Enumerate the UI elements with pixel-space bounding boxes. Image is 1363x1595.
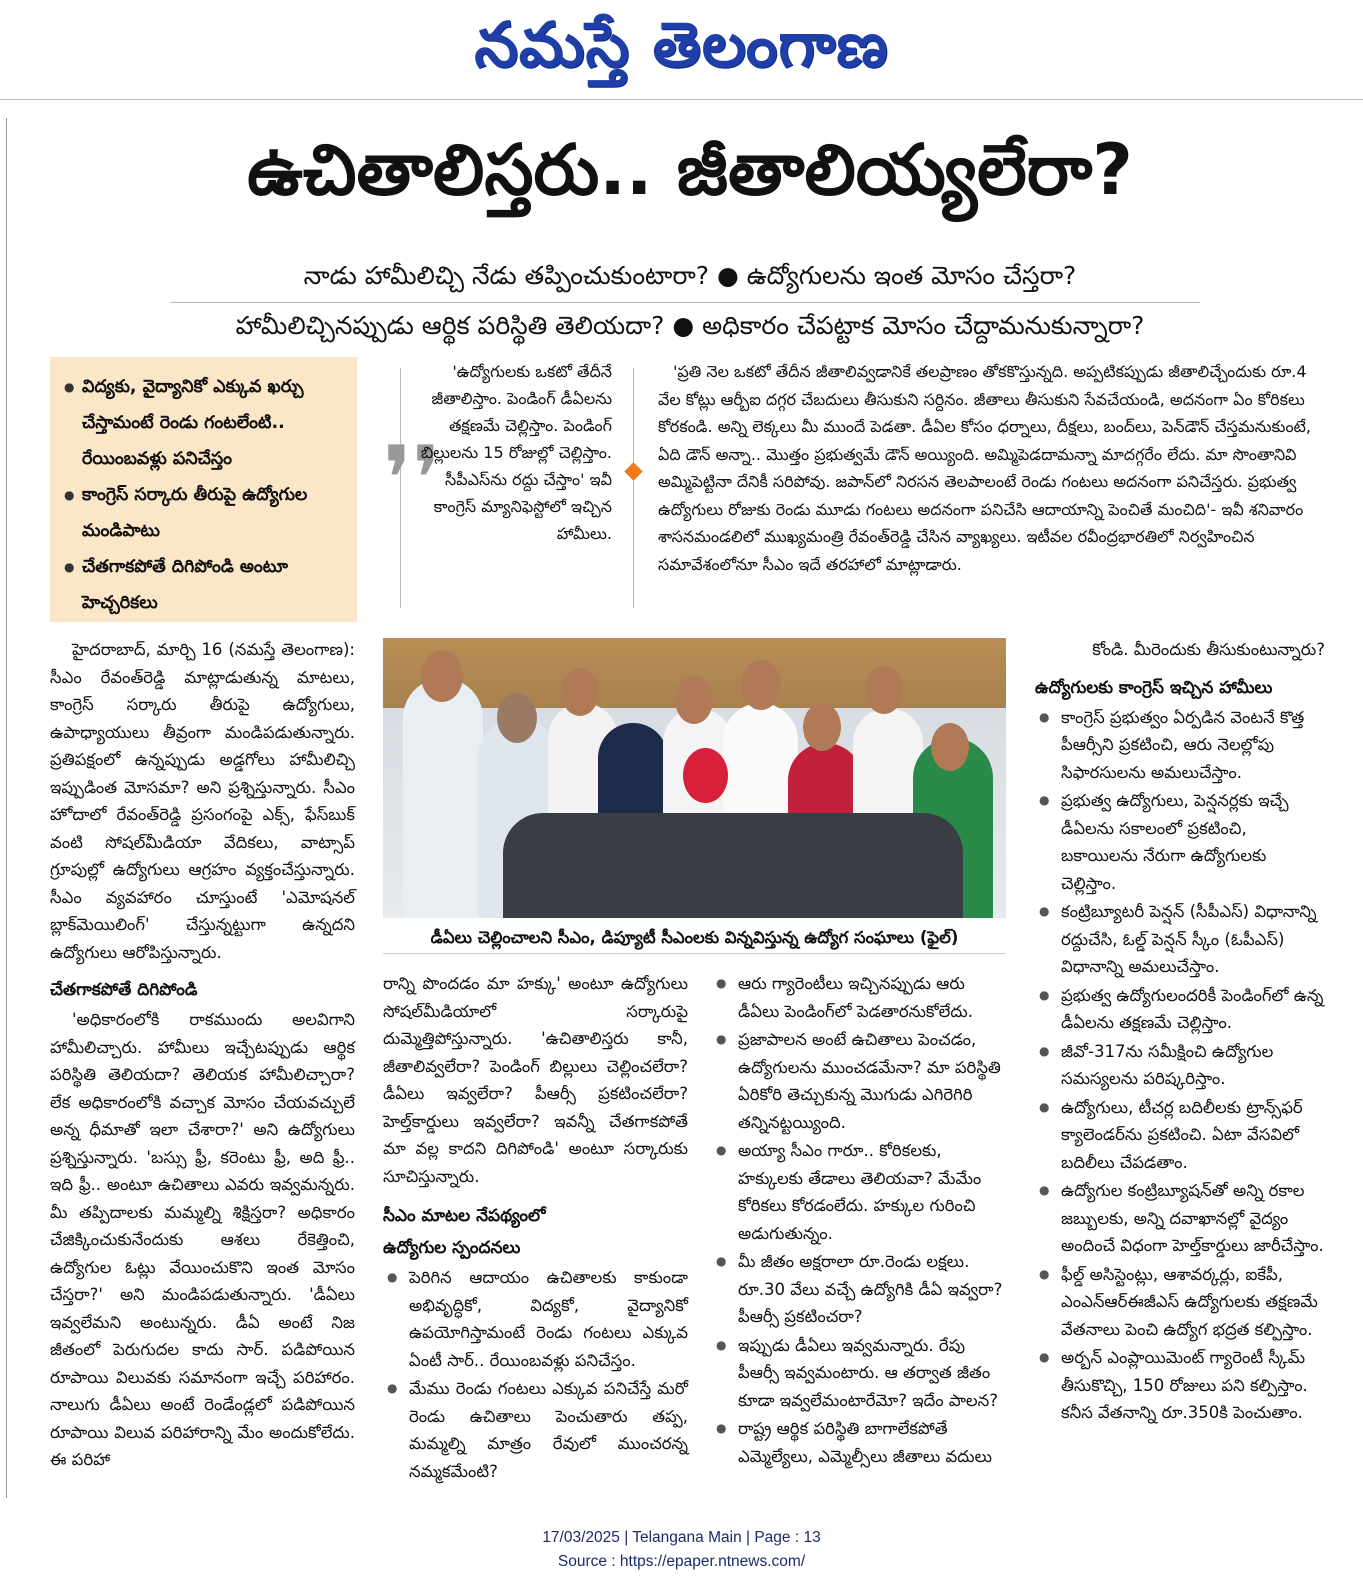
list-item: ● ఉద్యోగుల కంట్రిబ్యూషన్‌తో అన్ని రకాల జబ్బులకు, అన్ని దవాఖానల్లో వైద్యం అందించే విధంగా హెల్త్‌కార్డులు జారీచేస్తాం.: [1035, 1177, 1325, 1260]
list-item: ● మేము రెండు గంటలు ఎక్కువ పనిచేస్తే మరో రెండు ఉచితాలు పెంచుతారు తప్ప, మమ్మల్ని మాత్రం రేవులో ముంచరన్న నమ్మకమేంటి?: [383, 1375, 688, 1485]
list-item: ● కంట్రిబ్యూటరీ పెన్షన్ (సీపీఎస్) విధానాన్ని రద్దుచేసి, ఓల్డ్ పెన్షన్ స్కీం (ఓపీఎస్) విధానాన్ని అమలుచేస్తాం.: [1035, 898, 1325, 981]
body-paragraph: హైదరాబాద్, మార్చి 16 (నమస్తే తెలంగాణ): సీఎం రేవంత్‌రెడ్డి మాట్లాడుతున్న మాటలు, కాంగ్రెస్ సర్కారు తీరుపై ఉద్యోగులు, ఉపాధ్యాయులు తీవ్రంగా మండిపడుతున్నారు. ప్రతిపక్షంలో ఉన్నప్పుడు అడ్డగోలు హామీలిచ్చి ఇప్పుడింత మోసమా? అని ప్రశ్నిస్తున్నారు. సీఎం హోదాలో రేవంత్‌రెడ్డి ప్రసంగంపై ఎక్స్, ఫేస్‌బుక్ వంటి సోషల్‌మీడియా వేదికలు, వాట్సాప్ గ్రూపుల్లో ఉద్యోగులు ఆగ్రహం వ్యక్తంచేస్తున్నారు. సీఎం వ్యవహారం చూస్తుంటే 'ఎమోషనల్ బ్లాక్‌మెయిలింగ్' చేస్తున్నట్టుగా ఉన్నదని ఉద్యోగులు ఆరోపిస్తున్నారు.: [50, 640, 355, 962]
list-item: ● పెరిగిన ఆదాయం ఉచితాలకు కాకుండా అభివృద్ధికో, విద్యకో, వైద్యానికో ఉపయోగిస్తామంటే రెండు గంటలు ఎక్కువ ఏంటీ సార్.. రేయింబవళ్లు పనిచేస్తం.: [383, 1264, 688, 1374]
footer-date-page: 17/03/2025 | Telangana Main | Page : 13: [542, 1529, 821, 1546]
photo-caption: డీఏలు చెల్లించాలని సీఎం, డిప్యూటీ సీఎంలకు విన్నవిస్తున్న ఉద్యోగ సంఘాలు (ఫైల్): [383, 923, 1006, 954]
quote-mark-icon: ❜❜: [383, 427, 442, 532]
list-item: ● ఫీల్డ్ అసిస్టెంట్లు, ఆశావర్కర్లు, ఐకేపీ, ఎంఎన్‌ఆర్‌ఈజీఎస్ ఉద్యోగులకు తక్షణమే వేతనాలు పెంచి ఉద్యోగ భద్రత కల్పిస్తాం.: [1035, 1261, 1325, 1344]
diamond-icon: [624, 462, 642, 480]
list-item: ● అయ్యా సీఎం గారూ.. కోరికలకు, హక్కులకు తేడాలు తెలియవా? మేమేం కోరికలు కోరడంలేదు. హక్కుల గురించి అడుగుతున్నం.: [712, 1137, 1010, 1247]
list-item: ● ఆరు గ్యారెంటీలు ఇచ్చినప్పుడు ఆరు డీఏలు పెండింగ్‌లో పెడతారనుకోలేదు.: [712, 970, 1010, 1025]
headline: ఉచితాలిస్తరు.. జీతాలియ్యలేరా?: [247, 129, 1133, 211]
footer-source-link[interactable]: Source : https://epaper.ntnews.com/: [557, 1553, 806, 1570]
lead-paragraph: 'ప్రతి నెల ఒకటో తేదీన జీతాలివ్వడానికే తలప్రాణం తోకకొస్తున్నది. అప్పటికప్పుడు జీతాలిచ్చేందుకు రూ.4 వేల కోట్లు ఆర్బీఐ దగ్గర చేబదులు తీసుకుని సర్దినం. జీతాలు తీసుకుని సేవచేయండి, అదనంగా ఏం కోరికలు కోరకండి. అన్ని లెక్కలు మీ ముందే పెడతా. డీఏల కోసం ధర్నాలు, దీక్షలు, బంద్‌లు, పెన్‌డౌన్ చేస్తమనుకుంటే, ఏది డౌన్ అన్నా.. మొత్తం ప్రభుత్వమే డౌన్ అయ్యింది. అమ్మిపెడదామన్నా మాదగ్గరేం లేదు. మా సొంతానివి అమ్మిపెట్టినా దేనికీ సరిపోవు. జపాన్‌లో నిరసన తెలపాలంటే రెండు గంటలు అదనంగా పనిచేస్తరు. ప్రభుత్వ ఉద్యోగులు రోజుకు రెండు మూడు గంటలు అదనంగా పనిచేసి ఆదాయాన్ని పెంచితే మంచిది'- ఇవీ శనివారం శాసనమండలిలో ముఖ్యమంత్రి రేవంత్‌రెడ్డి చేసిన వ్యాఖ్యలు. ఇటీవల రవీంద్రభారతిలో నిర్వహించిన సమావేశంలోనూ సీఎం ఇదే తరహాలో మాట్లాడారు.: [658, 362, 1311, 574]
article-column-3: [712, 970, 1010, 1471]
highlight-item: ● విద్యకు, వైద్యానికో ఎక్కువ ఖర్చు చేస్తామంటే రెండు గంటలేంటి.. రేయింబవళ్లు పనిచేస్తం: [64, 369, 347, 477]
highlight-item: ● చేతగాకపోతే దిగిపోండి అంటూ హెచ్చరికలు: [64, 549, 347, 621]
newspaper-logo: నమస్తే తెలంగాణ: [474, 8, 889, 81]
list-item: ● ప్రజాపాలన అంటే ఉచితాలు పెంచడం, ఉద్యోగులను ముంచడమేనా? మా పరిస్థితి ఏరికోరి తెచ్చుకున్న మొగుడు ఎగిరెగిరి తన్నినట్టయ్యింది.: [712, 1026, 1010, 1136]
news-photo: [383, 638, 1006, 918]
manifesto-quote: 'ఉద్యోగులకు ఒకటో తేదీనే జీతాలిస్తాం. పెండింగ్ డీఏలను తక్షణమే చెల్లిస్తాం. పెండింగ్ బిల్లులను 15 రోజుల్లో చెల్లిస్తాం. సీపీఎస్‌ను రద్దు చేస్తాం' ఇవీ కాంగ్రెస్ మ్యానిఫెస్టోలో ఇచ్చిన హామీలు.: [420, 362, 612, 543]
page-footer: [0, 1526, 1363, 1574]
list-item: ● ప్రభుత్వ ఉద్యోగులందరికీ పెండింగ్‌లో ఉన్న డీఏలను తక్షణమే చెల్లిస్తాం.: [1035, 982, 1325, 1037]
highlight-item: ● కాంగ్రెస్ సర్కారు తీరుపై ఉద్యోగుల మండిపాటు: [64, 477, 347, 549]
left-rule: [6, 118, 7, 1498]
article-column-1: [50, 636, 355, 1474]
list-item: ● మీ జీతం అక్షరాలా రూ.రెండు లక్షలు. రూ.30 వేలు వచ్చే ఉద్యోగికి డీఏ ఇవ్వరా? పీఆర్సీ ప్రకటించరా?: [712, 1248, 1010, 1331]
divider: [170, 302, 1200, 303]
list-item: ● అర్బన్ ఎంప్లాయిమెంట్ గ్యారెంటీ స్కీమ్ తీసుకొచ్చి, 150 రోజులు పని కల్పిస్తాం. కనీస వేతనాన్ని రూ.350కి పెంచుతాం.: [1035, 1344, 1325, 1427]
list-item: ● జీవో-317ను సమీక్షించి ఉద్యోగుల సమస్యలను పరిష్కరిస్తాం.: [1035, 1038, 1325, 1093]
masthead: [0, 0, 1363, 100]
subheadline-2: హామీలిచ్చినప్పుడు ఆర్థిక పరిస్థితి తెలియదా? ● అధికారం చేపట్టాక మోసం చేద్దామనుకున్నారా?: [235, 311, 1145, 340]
body-paragraph: కోండి. మీరెందుకు తీసుకుంటున్నారు?: [1092, 640, 1325, 659]
section-heading: చేతగాకపోతే దిగిపోండి: [50, 980, 198, 1000]
body-paragraph: 'అధికారంలోకి రాకముందు అలవిగాని హామీలిచ్చారు. హామీలు ఇచ్చేటప్పుడు ఆర్థిక పరిస్థితి తెలియదా? తెలియక హామీలిచ్చారా? లేక అధికారంలోకి వచ్చాక మోసం చేయవచ్చులే అన్న ధీమాతో ఇలా చేశారా?' అని ఉద్యోగులు ప్రశ్నిస్తున్నారు. 'బస్సు ఫ్రీ, కరెంటు ఫ్రీ, అది ఫ్రీ.. ఇది ఫ్రీ.. అంటూ ఉచితాలు ఎవరు ఇవ్వమన్నరు. మీ తప్పిదాలకు మమ్మల్ని శిక్షిస్తరా? అధికారం చేజిక్కించుకునేందుకు ఆశలు రేకెత్తించి, ఉద్యోగుల ఓట్లు వేయించుకొని ఇంత మోసం చేస్తరా?' అని మండిపడుతున్నారు. 'డీఏలు ఇవ్వలేమని అంటున్నరు. డీఏ అంటే నిజ జీతంలో పెరుగుదల కాదు సార్. పడిపోయిన రూపాయి విలువకు సమానంగా ఇచ్చే పరిహారం. నాలుగు డీఏలు అంటే రెండేండ్లలో పడిపోయిన రూపాయి విలువ పరిహారాన్ని మేం అందుకోలేదు. ఈ పరిహా: [50, 1010, 355, 1469]
list-item: ● ఇప్పుడు డీఏలు ఇవ్వమన్నారు. రేపు పీఆర్సీ ఇవ్వమంటారు. ఆ తర్వాత జీతం కూడా ఇవ్వలేమంటారేమో? ఇదేం పాలన?: [712, 1332, 1010, 1415]
subheadline-1: నాడు హామీలిచ్చి నేడు తప్పించుకుంటారా? ● ఉద్యోగులను ఇంత మోసం చేస్తరా?: [303, 261, 1077, 290]
list-item: ● ఉద్యోగులు, టీచర్ల బదిలీలకు ట్రాన్స్‌ఫర్ క్యాలెండర్‌ను ప్రకటించి. ఏటా వేసవిలో బదిలీలు చేపడతాం.: [1035, 1094, 1325, 1177]
column-rule: [633, 368, 634, 608]
highlight-box: [50, 357, 357, 622]
body-paragraph: రాన్ని పొందడం మా హక్కు' అంటూ ఉద్యోగులు సోషల్‌మీడియాలో సర్కారుపై దుమ్మెత్తిపోస్తున్నారు. 'ఉచితాలిస్తరు కానీ, జీతాలివ్వలేరా? పెండింగ్ బిల్లులు చెల్లించలేరా? డీఏలు ఇవ్వలేరా? పీఆర్సీ ప్రకటించలేరా? హెల్త్‌కార్డులు ఇవ్వలేరా? ఇవన్నీ చేతగాకపోతే మా వల్ల కాదని దిగిపోండి' అంటూ సర్కారుకు సూచిస్తున్నారు.: [383, 974, 688, 1186]
article-column-2: [383, 970, 688, 1486]
list-item: ● ప్రభుత్వ ఉద్యోగులు, పెన్షనర్లకు ఇచ్చే డీఏలను సకాలంలో ప్రకటించి, బకాయిలను నేరుగా ఉద్యోగులకు చెల్లిస్తాం.: [1035, 787, 1325, 897]
article-column-4: [1035, 636, 1325, 1428]
flower-bouquet-icon: [683, 748, 728, 803]
list-item: ● కాంగ్రెస్ ప్రభుత్వం ఏర్పడిన వెంటనే కొత్త పీఆర్సీని ప్రకటించి, ఆరు నెలల్లోపు సిఫారసులను అమలుచేస్తాం.: [1035, 704, 1325, 787]
section-heading: ఉద్యోగులకు కాంగ్రెస్ ఇచ్చిన హామీలు: [1035, 677, 1273, 698]
section-heading: ఉద్యోగుల స్పందనలు: [383, 1238, 521, 1258]
list-item: ● రాష్ట్ర ఆర్థిక పరిస్థితి బాగాలేకపోతే ఎమ్మెల్యేలు, ఎమ్మెల్సీలు జీతాలు వదులు: [712, 1415, 1010, 1470]
section-heading: సీఎం మాటల నేపథ్యంలో: [383, 1206, 546, 1226]
